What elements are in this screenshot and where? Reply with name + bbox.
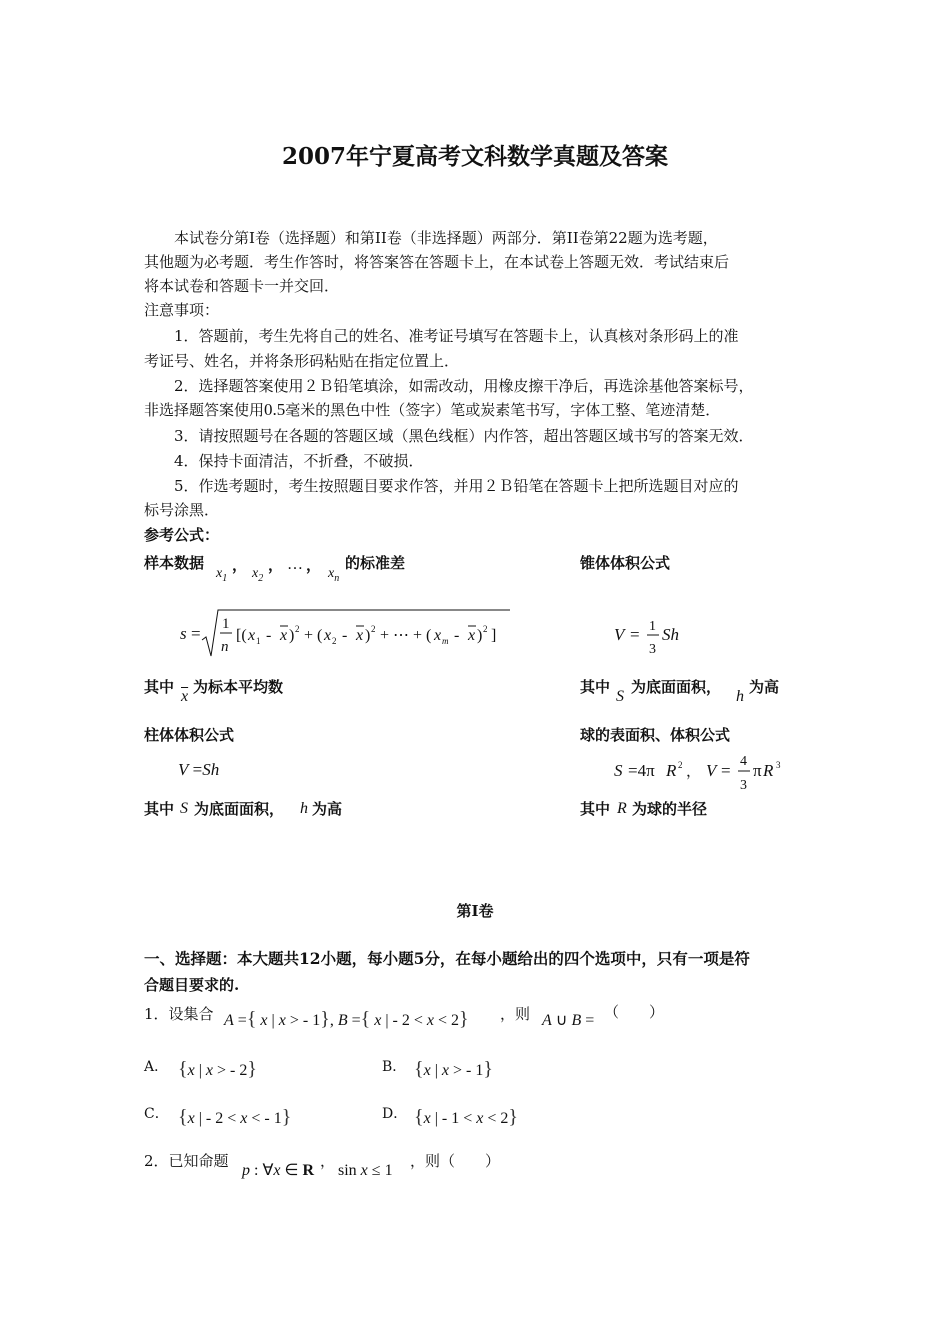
std-suffix: 的标准差 bbox=[345, 554, 406, 572]
svg-text:Sh: Sh bbox=[662, 625, 679, 644]
svg-text:=: = bbox=[630, 625, 640, 644]
std-xn: $x_n$ bbox=[328, 566, 340, 584]
note-3: 3．请按照题号在各题的答题区域（黑色线框）内作答，超出答题区域书写的答案无效． bbox=[174, 427, 754, 445]
note-4: 4．保持卡面清洁，不折叠，不破损． bbox=[174, 452, 424, 470]
q1-then: ，则 bbox=[500, 1005, 531, 1023]
sphere-where-pre: 其中 bbox=[580, 800, 611, 818]
q1-option-d-label: D． bbox=[382, 1106, 408, 1122]
svg-text:=: = bbox=[191, 624, 201, 643]
intro-line-2: 其他题为必考题．考生作答时，将答案答在答题卡上，在本试卷上答题无效．考试结束后 bbox=[144, 253, 730, 271]
svg-text:[(: [( bbox=[236, 627, 247, 644]
sphere-where-post: 为球的半径 bbox=[632, 800, 708, 818]
svg-text:2: 2 bbox=[332, 636, 337, 646]
svg-text:1: 1 bbox=[256, 636, 261, 646]
svg-text:V: V bbox=[614, 625, 625, 644]
cyl-label: 柱体体积公式 bbox=[144, 726, 235, 744]
svg-text:=4π: =4π bbox=[628, 761, 655, 780]
part1-title: 第Ⅰ卷 bbox=[456, 902, 494, 920]
svg-text:3: 3 bbox=[740, 778, 747, 793]
std-formula-svg bbox=[180, 604, 520, 664]
svg-text:x: x bbox=[280, 627, 288, 644]
q2-sin: sin x ≤ 1 bbox=[338, 1162, 393, 1179]
svg-text:1: 1 bbox=[649, 619, 656, 634]
q1-stem: 1．设集合 bbox=[144, 1005, 214, 1023]
svg-text:]: ] bbox=[491, 627, 497, 644]
intro-line-1: 本试卷分第I卷（选择题）和第II卷（非选择题）两部分．第II卷第22题为选考题， bbox=[174, 229, 718, 247]
notes-heading: 注意事项： bbox=[144, 301, 220, 319]
q1-paren: （ ） bbox=[604, 1003, 665, 1021]
q2-stem: 2．已知命题 bbox=[144, 1152, 229, 1170]
q1-option-a-label: A． bbox=[144, 1059, 169, 1075]
svg-text:S: S bbox=[614, 761, 623, 780]
svg-text:n: n bbox=[221, 639, 229, 655]
cyl-where-mid: 为底面面积， bbox=[194, 800, 285, 818]
q1-option-c-label: C． bbox=[144, 1106, 169, 1122]
svg-text:x: x bbox=[248, 627, 256, 644]
cyl-S: S bbox=[180, 800, 188, 817]
q1-option-b: {x | x > - 1} bbox=[414, 1058, 493, 1080]
svg-text:): ) bbox=[289, 627, 295, 644]
svg-text:-: - bbox=[266, 627, 272, 644]
cone-formula-svg bbox=[614, 614, 704, 660]
cyl-h: h bbox=[300, 800, 308, 817]
cone-where-post: 为高 bbox=[749, 678, 780, 696]
svg-text:): ) bbox=[477, 627, 483, 644]
svg-text:，: ， bbox=[686, 762, 702, 780]
svg-text:m: m bbox=[442, 636, 449, 646]
sphere-formula bbox=[614, 748, 794, 794]
mean-pre: 其中 bbox=[144, 678, 175, 696]
cone-h: h bbox=[736, 688, 744, 705]
mean-xbar: $\overline{x}$ bbox=[181, 688, 189, 705]
svg-text:+ (: + ( bbox=[304, 627, 323, 644]
svg-text:): ) bbox=[365, 627, 371, 644]
formulas-heading: 参考公式： bbox=[144, 526, 220, 544]
q1-union: A ∪ B = bbox=[542, 1012, 595, 1029]
mean-post: 为标本平均数 bbox=[193, 678, 284, 696]
q1-option-c: {x | - 2 < x < - 1} bbox=[178, 1106, 292, 1128]
svg-text:s: s bbox=[180, 624, 187, 643]
cyl-where-post: 为高 bbox=[312, 800, 343, 818]
std-sep-1: ， bbox=[232, 556, 248, 574]
note-5a: 5．作选考题时，考生按照题目要求作答，并用２Ｂ铅笔在答题卡上把所选题目对应的 bbox=[174, 477, 739, 495]
sphere-R: R bbox=[617, 800, 627, 817]
cyl-where-pre: 其中 bbox=[144, 800, 175, 818]
svg-text:π: π bbox=[753, 761, 762, 780]
svg-text:x: x bbox=[468, 627, 476, 644]
note-1b: 考证号、姓名，并将条形码粘贴在指定位置上． bbox=[144, 352, 460, 370]
svg-text:R: R bbox=[666, 761, 677, 780]
std-dots: … bbox=[287, 556, 303, 573]
q2-then: ，则（ ） bbox=[410, 1152, 501, 1170]
svg-text:x: x bbox=[324, 627, 332, 644]
note-5b: 标号涂黑． bbox=[144, 501, 220, 519]
svg-text:-: - bbox=[454, 627, 460, 644]
note-2b-value: 0.5 bbox=[264, 400, 286, 419]
svg-text:+ ⋯ + (: + ⋯ + ( bbox=[380, 627, 432, 644]
page-title: 2007年宁夏高考文科数学真题及答案 bbox=[281, 143, 668, 170]
std-label: 样本数据 bbox=[144, 554, 205, 572]
note-2a: 2．选择题答案使用２Ｂ铅笔填涂，如需改动，用橡皮擦干净后，再选涂基他答案标号， bbox=[174, 377, 754, 395]
q2-proposition: p : ∀x ∈ R bbox=[242, 1162, 314, 1179]
intro-line-3: 将本试卷和答题卡一并交回． bbox=[144, 277, 340, 295]
std-formula bbox=[180, 604, 520, 664]
svg-text:=: = bbox=[721, 761, 731, 780]
q1-option-a: {x | x > - 2} bbox=[178, 1058, 257, 1080]
cone-where-pre: 其中 bbox=[580, 678, 611, 696]
std-x1: $x_1$ bbox=[216, 566, 228, 584]
q1-set-a: A ={ x | x > - 1}, B ={ x | - 2 < x < 2} bbox=[224, 1008, 469, 1030]
svg-text:2: 2 bbox=[295, 624, 300, 634]
section1-line-2: 合题目要求的. bbox=[144, 976, 240, 994]
svg-text:R: R bbox=[763, 761, 774, 780]
cone-where-mid: 为底面面积， bbox=[631, 678, 722, 696]
svg-text:3: 3 bbox=[776, 760, 781, 770]
section1-line-1: 一、选择题：本大题共12小题，每小题5分，在每小题给出的四个选项中，只有一项是符 bbox=[144, 949, 750, 968]
svg-text:1: 1 bbox=[222, 616, 230, 632]
sphere-label: 球的表面积、体积公式 bbox=[580, 726, 731, 744]
svg-text:V: V bbox=[706, 761, 717, 780]
q2-comma: ， bbox=[320, 1152, 336, 1170]
std-sep-2: ， bbox=[268, 556, 284, 574]
q1-option-d: {x | - 1 < x < 2} bbox=[414, 1106, 519, 1128]
std-sep-3: ， bbox=[306, 556, 322, 574]
sphere-formula-svg bbox=[614, 748, 794, 794]
svg-text:4: 4 bbox=[740, 754, 747, 769]
svg-text:-: - bbox=[342, 627, 348, 644]
std-x2: $x_2$ bbox=[252, 566, 264, 584]
cyl-formula: V =Sh bbox=[178, 760, 220, 779]
cone-S: S bbox=[616, 688, 624, 705]
svg-text:2: 2 bbox=[483, 624, 488, 634]
note-1a: 1．答题前，考生先将自己的姓名、准考证号填写在答题卡上，认真核对条形码上的准 bbox=[174, 327, 739, 345]
svg-text:3: 3 bbox=[649, 642, 656, 657]
cone-label: 锥体体积公式 bbox=[580, 554, 671, 572]
svg-text:2: 2 bbox=[678, 760, 683, 770]
svg-text:x: x bbox=[434, 627, 442, 644]
note-2b: 非选择题答案使用0.5毫米的黑色中性（签字）笔或炭素笔书写，字体工整、笔迹清楚． bbox=[144, 400, 721, 419]
q1-option-b-label: B． bbox=[382, 1059, 407, 1075]
cone-formula bbox=[614, 614, 704, 660]
svg-text:x: x bbox=[356, 627, 364, 644]
svg-text:2: 2 bbox=[371, 624, 376, 634]
